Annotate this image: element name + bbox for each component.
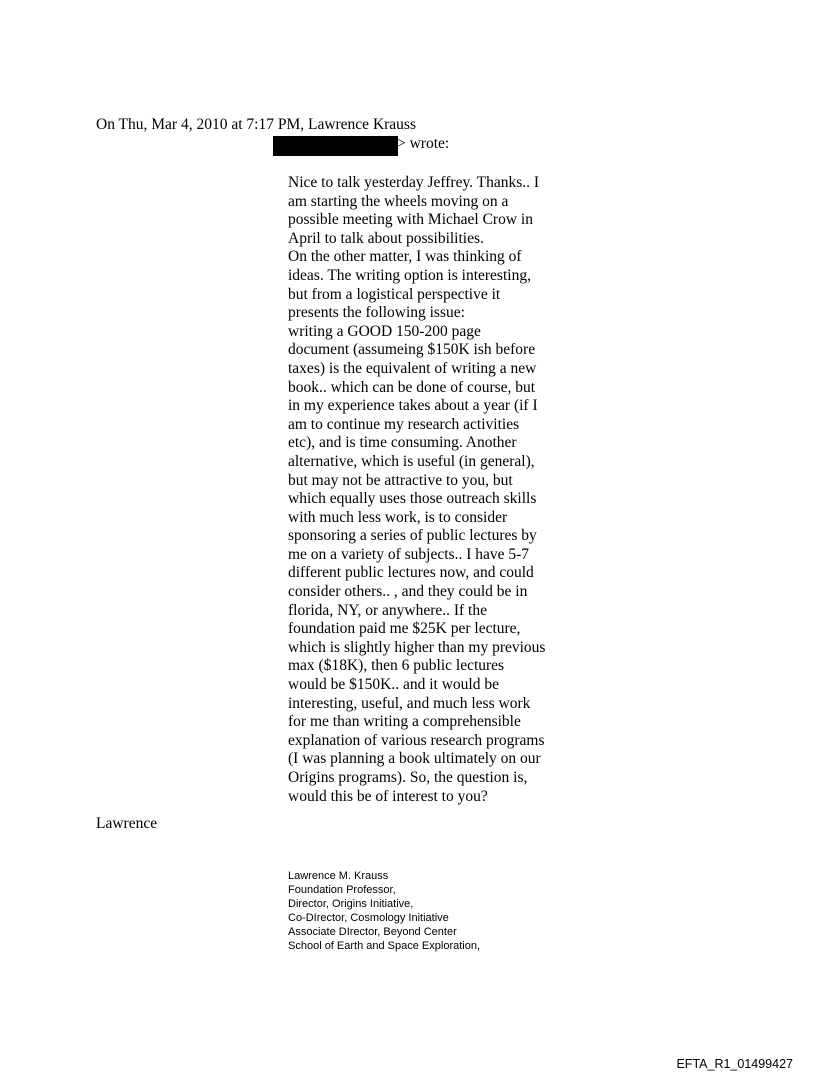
body-line: foundation paid me $25K per lecture, xyxy=(288,620,521,638)
body-line: which is slightly higher than my previous xyxy=(288,638,546,656)
body-line: April to talk about possibilities. xyxy=(288,229,484,247)
body-line: explanation of various research programs xyxy=(288,731,545,749)
signature-line: Co-DIrector, Cosmology Initiative xyxy=(288,911,449,924)
body-line: ideas. The writing option is interesting, xyxy=(288,266,531,284)
signature-line: Associate DIrector, Beyond Center xyxy=(288,925,457,938)
email-header-line: On Thu, Mar 4, 2010 at 7:17 PM, Lawrence Krauss xyxy=(96,116,416,133)
body-line: alternative, which is useful (in general), xyxy=(288,452,535,470)
body-line: writing a GOOD 150-200 page xyxy=(288,322,481,340)
body-line: florida, NY, or anywhere.. If the xyxy=(288,601,487,619)
body-line: Nice to talk yesterday Jeffrey. Thanks.. I xyxy=(288,174,540,191)
body-line: am starting the wheels moving on a xyxy=(288,192,509,210)
body-line: max ($18K), then 6 public lectures xyxy=(288,657,505,675)
body-line: but may not be attractive to you, but xyxy=(288,471,513,489)
email-signoff: Lawrence xyxy=(96,815,158,832)
body-line: but from a logistical perspective it xyxy=(288,285,501,303)
body-line: Origins programs). So, the question is, xyxy=(288,769,528,786)
document-id: EFTA_R1_01499427 xyxy=(676,1057,793,1071)
body-line: sponsoring a series of public lectures by xyxy=(288,527,537,545)
body-line: which equally uses those outreach skills xyxy=(288,490,537,508)
body-line: in my experience takes about a year (if I xyxy=(288,397,538,415)
body-line: book.. which can be done of course, but xyxy=(288,378,536,396)
body-line: (I was planning a book ultimately on our xyxy=(288,750,541,768)
body-line: document (assumeing $150K ish before xyxy=(288,341,536,359)
body-line: interesting, useful, and much less work xyxy=(288,694,531,712)
body-line: possible meeting with Michael Crow in xyxy=(288,211,533,229)
wrote-label: > wrote: xyxy=(397,135,450,152)
redacted-email-address xyxy=(273,136,398,156)
signature-line: School of Earth and Space Exploration, xyxy=(288,939,481,952)
signature-line: Foundation Professor, xyxy=(288,883,396,896)
body-line: consider others.. , and they could be in xyxy=(288,583,528,601)
signature-line: Lawrence M. Krauss xyxy=(288,870,389,882)
body-line: with much less work, is to consider xyxy=(288,508,508,526)
body-line: for me than writing a comprehensible xyxy=(288,713,521,731)
signature-line: Director, Origins Initiative, xyxy=(288,897,414,910)
body-line: am to continue my research activities xyxy=(288,415,520,433)
body-line: presents the following issue: xyxy=(288,304,465,322)
email-body xyxy=(288,174,558,806)
signature-block xyxy=(288,870,480,953)
body-line: me on a variety of subjects.. I have 5-7 xyxy=(288,545,530,563)
body-line: On the other matter, I was thinking of xyxy=(288,248,522,266)
body-line: different public lectures now, and could xyxy=(288,564,534,582)
body-line: would this be of interest to you? xyxy=(288,787,488,805)
body-line: would be $150K.. and it would be xyxy=(288,676,499,694)
body-line: etc), and is time consuming. Another xyxy=(288,434,517,452)
body-line: taxes) is the equivalent of writing a new xyxy=(288,359,537,377)
